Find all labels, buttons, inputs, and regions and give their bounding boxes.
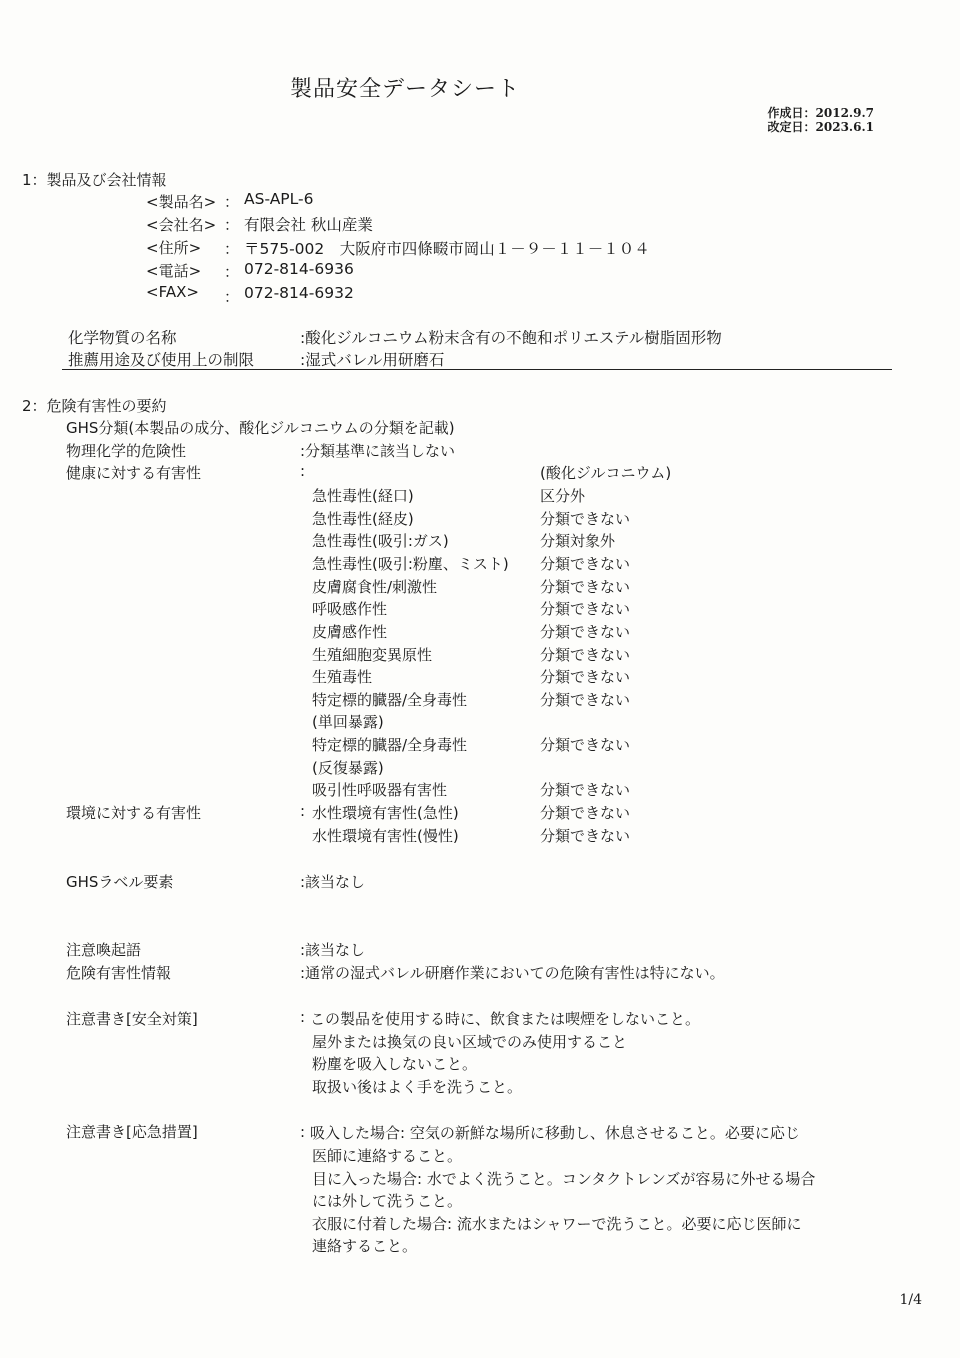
section2-heading: 2：危険有害性の要約 <box>22 397 167 415</box>
info-value-phone: 072-814-6936 <box>244 260 354 278</box>
created-date: 作成日：2012.9.7 <box>767 106 874 120</box>
hazard-info-value: :通常の湿式バレル研磨作業においての危険有害性は特にない。 <box>300 964 725 982</box>
precaution-emergency-line: 連絡すること。 <box>312 1237 418 1255</box>
precaution-emergency-line: 衣服に付着した場合: 流水またはシャワーで洗うこと。必要に応じ医師に <box>312 1215 802 1233</box>
info-label-product: <製品名> <box>146 193 217 211</box>
info-sep: ： <box>224 288 240 306</box>
ghs-label-elements-label: GHSラベル要素 <box>66 873 174 891</box>
chem-name-value: :酸化ジルコニウム粉末含有の不飽和ポリエステル樹脂固形物 <box>300 329 722 347</box>
hazard-value: 分類できない <box>540 623 631 641</box>
info-sep: ： <box>224 240 240 258</box>
info-label-address: <住所> <box>146 239 202 257</box>
health-hazard-colon: : <box>300 462 306 480</box>
env-hazard-value: 分類できない <box>540 827 631 845</box>
section-divider <box>62 369 892 370</box>
env-hazard-name: 水性環境有害性(急性) <box>312 804 459 822</box>
hazard-name: (単回暴露) <box>312 713 384 731</box>
hazard-name: 皮膚感作性 <box>312 623 388 641</box>
hazard-name: 特定標的臓器/全身毒性 <box>312 736 468 754</box>
ghs-classification: GHS分類(本製品の成分、酸化ジルコニウムの分類を記載) <box>66 419 455 437</box>
usage-label: 推薦用途及び使用上の制限 <box>68 351 255 369</box>
hazard-name: (反復暴露) <box>312 759 384 777</box>
precaution-safety-line: 粉塵を吸入しないこと。 <box>312 1055 478 1073</box>
section1-heading: 1：製品及び会社情報 <box>22 171 167 189</box>
info-sep: ： <box>224 263 240 281</box>
revised-date: 改定日：2023.6.1 <box>767 120 874 134</box>
signal-word-value: :該当なし <box>300 941 366 959</box>
hazard-info-label: 危険有害性情報 <box>66 964 172 982</box>
hazard-value: 分類できない <box>540 668 631 686</box>
precaution-safety-colon: : <box>300 1008 306 1026</box>
precaution-emergency-line: 吸入した場合: 空気の新鮮な場所に移動し、休息させること。必要に応じ <box>310 1124 800 1142</box>
info-label-phone: <電話> <box>146 262 202 280</box>
info-value-fax: 072-814-6932 <box>244 284 354 302</box>
hazard-value: 分類できない <box>540 555 631 573</box>
hazard-name: 生殖毒性 <box>312 668 373 686</box>
hazard-value: 分類できない <box>540 646 631 664</box>
info-sep: ： <box>224 193 240 211</box>
hazard-name: 特定標的臓器/全身毒性 <box>312 691 468 709</box>
precaution-safety-line: この製品を使用する時に、飲食または喫煙をしないこと。 <box>310 1010 701 1028</box>
hazard-name: 皮膚腐食性/刺激性 <box>312 578 438 596</box>
health-hazard-label: 健康に対する有害性 <box>66 464 202 482</box>
physical-hazard-value: :分類基準に該当しない <box>300 442 456 460</box>
chem-name-label: 化学物質の名称 <box>68 329 177 347</box>
precaution-emergency-label: 注意書き[応急措置] <box>66 1123 198 1141</box>
hazard-value: 分類できない <box>540 510 631 528</box>
env-hazard-value: 分類できない <box>540 804 631 822</box>
document-dates <box>768 106 874 134</box>
document-title: 製品安全データシート <box>290 77 521 102</box>
env-hazard-name: 水性環境有害性(慢性) <box>312 827 459 845</box>
ghs-label-elements-value: :該当なし <box>300 873 366 891</box>
hazard-value: 分類できない <box>540 781 631 799</box>
page-number: 1/4 <box>899 1292 922 1308</box>
hazard-value: 分類対象外 <box>540 532 616 550</box>
info-value-company: 有限会社 秋山産業 <box>244 216 373 234</box>
info-label-company: <会社名> <box>146 216 217 234</box>
precaution-emergency-line: 医師に連絡すること。 <box>312 1147 463 1165</box>
environment-hazard-colon: : <box>300 802 306 820</box>
info-sep: ： <box>224 216 240 234</box>
info-label-fax: <FAX> <box>146 283 199 301</box>
precaution-emergency-colon: : <box>300 1123 306 1141</box>
hazard-name: 急性毒性(経皮) <box>312 510 414 528</box>
hazard-value: 区分外 <box>540 487 586 505</box>
column-header-zirconium: (酸化ジルコニウム) <box>540 464 672 482</box>
precaution-emergency-line: 目に入った場合: 水でよく洗うこと。コンタクトレンズが容易に外せる場合 <box>312 1170 816 1188</box>
usage-value: :湿式バレル用研磨石 <box>300 351 445 369</box>
hazard-name: 呼吸感作性 <box>312 600 388 618</box>
hazard-name: 生殖細胞変異原性 <box>312 646 433 664</box>
precaution-emergency-line: には外して洗うこと。 <box>312 1192 463 1210</box>
signal-word-label: 注意喚起語 <box>66 941 142 959</box>
precaution-safety-line: 取扱い後はよく手を洗うこと。 <box>312 1078 523 1096</box>
physical-hazard-label: 物理化学的危険性 <box>66 442 187 460</box>
hazard-value: 分類できない <box>540 578 631 596</box>
info-value-product: AS-APL-6 <box>244 190 314 208</box>
hazard-name: 急性毒性(経口) <box>312 487 414 505</box>
hazard-name: 急性毒性(吸引:ガス) <box>312 532 449 550</box>
precaution-safety-label: 注意書き[安全対策] <box>66 1010 198 1028</box>
hazard-value: 分類できない <box>540 736 631 754</box>
hazard-value: 分類できない <box>540 691 631 709</box>
precaution-safety-line: 屋外または換気の良い区域でのみ使用すること <box>312 1033 628 1051</box>
environment-hazard-label: 環境に対する有害性 <box>66 804 202 822</box>
hazard-name: 吸引性呼吸器有害性 <box>312 781 448 799</box>
hazard-value: 分類できない <box>540 600 631 618</box>
info-value-address: 〒575-002 大阪府市四條畷市岡山１－９－１１－１０４ <box>244 240 650 258</box>
hazard-name: 急性毒性(吸引:粉塵、ミスト) <box>312 555 509 573</box>
